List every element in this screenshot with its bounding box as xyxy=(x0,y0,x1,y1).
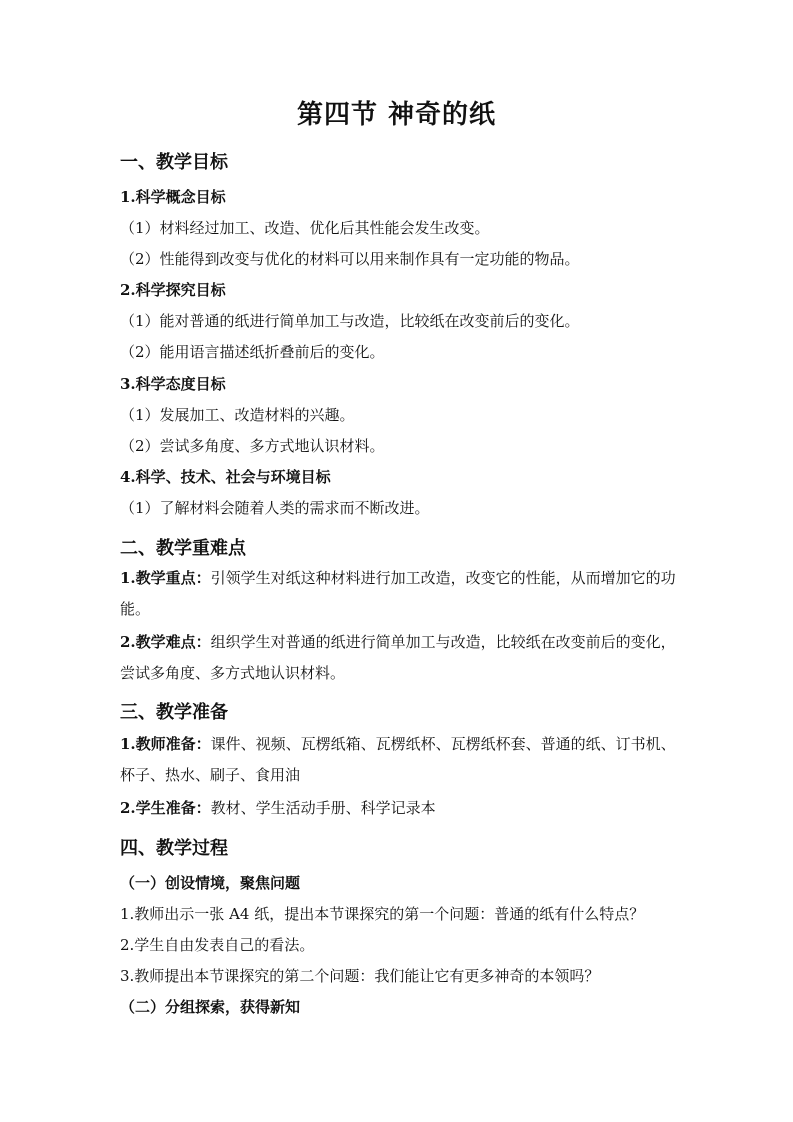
list-item: （2）尝试多角度、多方式地认识材料。 xyxy=(120,437,385,455)
subheading-concept-goals: 1.科学概念目标 xyxy=(120,188,226,206)
paragraph-label: 2.教学难点： xyxy=(120,633,211,651)
subheading-attitude-goals: 3.科学态度目标 xyxy=(120,375,226,393)
paragraph-student-prep xyxy=(120,793,680,824)
paragraph-text: 教材、学生活动手册、科学记录本 xyxy=(210,799,436,817)
section-heading-preparation: 三、教学准备 xyxy=(120,702,228,723)
section-heading-key-points: 二、教学重难点 xyxy=(120,538,246,559)
list-item: 1.教师出示一张 A4 纸，提出本节课探究的第一个问题：普通的纸有什么特点？ xyxy=(120,905,645,923)
list-item: （1）了解材料会随着人类的需求而不断改进。 xyxy=(120,499,430,517)
paragraph-teacher-prep xyxy=(120,729,680,791)
paragraph-label: 2.学生准备： xyxy=(120,799,211,817)
paragraph-difficulty xyxy=(120,627,680,689)
section-heading-process: 四、教学过程 xyxy=(120,838,228,859)
subheading-step-one: （一）创设情境，聚焦问题 xyxy=(120,874,301,892)
list-item: （2）能用语言描述纸折叠前后的变化。 xyxy=(120,343,385,361)
subheading-sts-goals: 4.科学、技术、社会与环境目标 xyxy=(120,468,331,486)
subheading-step-two: （二）分组探索，获得新知 xyxy=(120,998,301,1016)
list-item: 3.教师提出本节课探究的第二个问题：我们能让它有更多神奇的本领吗？ xyxy=(120,967,600,985)
paragraph-text: 引领学生对纸这种材料进行加工改造，改变它的性能，从而增加它的功能。 xyxy=(120,569,676,618)
list-item: （1）材料经过加工、改造、优化后其性能会发生改变。 xyxy=(120,219,490,237)
paragraph-text: 组织学生对普通的纸进行简单加工与改造，比较纸在改变前后的变化，尝试多角度、多方式地认识材料。 xyxy=(120,633,676,682)
paragraph-key-point xyxy=(120,563,680,625)
list-item: （1）能对普通的纸进行简单加工与改造，比较纸在改变前后的变化。 xyxy=(120,312,580,330)
paragraph-label: 1.教学重点： xyxy=(120,569,211,587)
paragraph-label: 1.教师准备： xyxy=(120,735,211,753)
list-item: 2.学生自由发表自己的看法。 xyxy=(120,936,315,954)
section-heading-objectives: 一、教学目标 xyxy=(120,152,228,173)
paragraph-text: 课件、视频、瓦楞纸箱、瓦楞纸杯、瓦楞纸杯套、普通的纸、订书机、杯子、热水、刷子、食用油 xyxy=(120,735,676,784)
list-item: （2）性能得到改变与优化的材料可以用来制作具有一定功能的物品。 xyxy=(120,250,580,268)
page-title: 第四节 神奇的纸 xyxy=(296,100,497,130)
list-item: （1）发展加工、改造材料的兴趣。 xyxy=(120,406,355,424)
subheading-inquiry-goals: 2.科学探究目标 xyxy=(120,281,226,299)
